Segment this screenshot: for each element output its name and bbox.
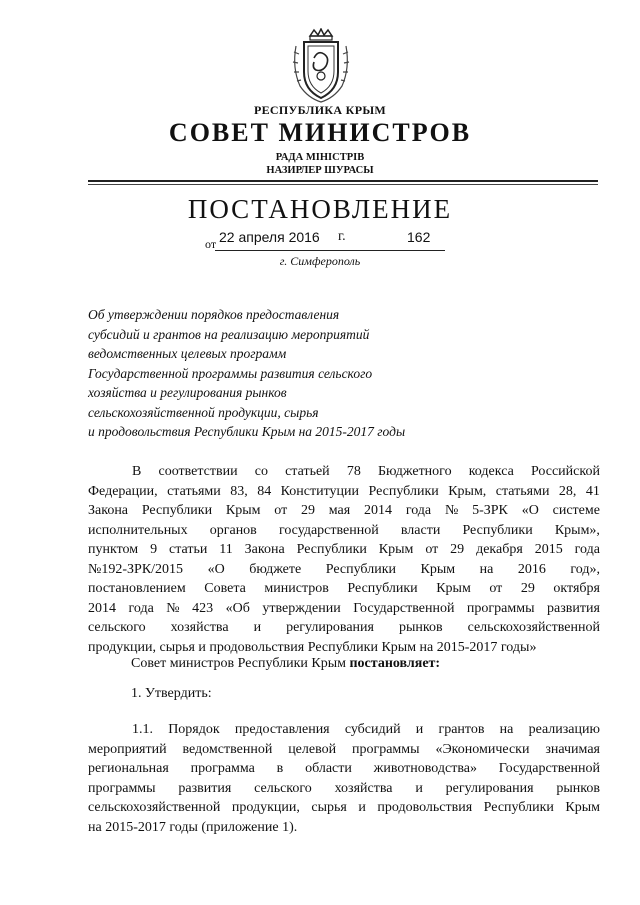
word: 1.1. [132,722,153,737]
word: статьей [285,464,330,479]
word: исполнительных [88,522,188,538]
word: и [358,800,366,815]
resolve-text: Совет министров Республики Крым [131,656,350,671]
council-name-ukrainian: РАДА МІНІСТРІВ [275,152,365,163]
word: 84 [257,483,272,499]
word: года [128,600,154,616]
word: 2015 [534,542,563,557]
word: мая [328,503,351,518]
word: продовольствия [377,800,473,815]
subject-line: ведомственных целевых программ [88,346,287,361]
word: Республики [368,483,439,499]
word: 29 [450,542,465,557]
word: программы [351,741,420,757]
word: программа [190,761,255,776]
clause-line [88,759,600,779]
word: в [276,761,284,776]
subject-line: хозяйства и регулирования рынков [88,385,287,400]
word: Российской [530,464,600,479]
word: мероприятий [88,741,167,757]
word: Крым, [448,483,487,499]
word: 28, [558,483,577,499]
word: Закона [244,542,285,557]
word: области [305,761,352,776]
word: 83, [230,483,248,499]
word: кодекса [468,464,514,479]
word: соответствии [158,464,238,479]
word: и [253,620,262,635]
word: государственной [278,522,379,538]
word: бюджете [249,561,302,577]
word: 29 [301,503,315,518]
word: программы [88,780,156,796]
word: 2016 [517,561,546,577]
clause-line [88,779,600,799]
word: продукции, [231,800,300,815]
word: хозяйства [170,620,229,635]
word: развития [546,600,600,616]
word: 5-ЗРК [472,503,508,518]
word: утверждении [262,600,341,616]
word: Республики [462,522,533,538]
word: года [574,542,600,557]
word: системе [552,503,600,518]
date-prefix: от [205,237,217,251]
word: В [132,464,142,479]
word: регулирования [445,780,534,796]
date-underline [215,250,445,251]
word: реализацию [528,722,600,737]
word: власти [400,522,441,538]
word: ведомственной [182,741,273,757]
word: субсидий [344,722,401,737]
word: Республики [141,503,213,518]
word: регулирования [286,620,374,635]
word: Республики [296,542,367,557]
word: предоставления [234,722,330,737]
clause-line [88,740,600,760]
word: грантов [438,722,485,737]
word: от [274,503,288,518]
decree-date: 22 апреля 2016 [219,229,320,245]
word: от [489,581,503,596]
decree-date-number-row [205,229,445,253]
word: развития [178,780,232,796]
word: целевой [288,741,337,757]
word: статьями [167,483,221,499]
word: хозяйства [334,780,393,796]
clause-line: на 2015-2017 годы (приложение 1). [88,819,298,835]
resolve-keyword: постановляет: [349,656,441,671]
word: 2014 [88,600,116,616]
word: «О [521,503,539,518]
word: 11 [219,542,233,557]
word: год», [570,561,600,577]
word: декабря [476,542,523,557]
word: Государственной [353,600,455,616]
word: Крым [225,503,261,518]
word: программы [466,600,535,616]
clause-line [88,720,600,740]
word: сырья [311,800,347,815]
word: животноводства» [373,761,477,776]
council-of-ministers-title: СОВЕТ МИНИСТРОВ [168,118,472,147]
republic-name: РЕСПУБЛИКА КРЫМ [253,103,387,117]
word: 423 [192,600,214,616]
preamble-line [88,482,600,502]
word: сельскохозяйственной [467,620,600,635]
preamble-line [88,618,600,638]
subject-line: Об утверждении порядков предоставления [88,307,340,322]
word: 2014 [364,503,393,518]
header-divider-thin [88,184,598,185]
word: года [405,503,432,518]
subject-line: и продовольствия Республики Крым на 2015-2017 годы [88,424,406,439]
word: от [425,542,439,557]
word: Конституции [280,483,360,499]
word: 41 [585,483,600,499]
subject-line: Государственной программы развития сельского [88,365,373,381]
word: и [415,780,423,796]
word: Совета [204,581,246,596]
word: Федерации, [88,483,158,499]
subject-line: субсидий и грантов на реализацию мероприятий [88,326,370,342]
word: Крым [565,800,600,815]
decree-title: ПОСТАНОВЛЕНИЕ [187,194,453,224]
word: «Об [225,600,250,616]
word: Республики [483,800,554,815]
word: №192-ЗРК/2015 [88,561,184,577]
word: постановлением [88,581,186,596]
word: значимая [545,741,600,757]
preamble-line: продукции, сырья и продовольствия Республики Крым на 2015-2017 годы» [88,639,537,655]
word: органов [209,522,257,538]
word: сельскохозяйственной [88,800,221,815]
word: 78 [346,464,361,479]
clause-1-1-paragraph [88,720,600,837]
preamble-line [88,599,600,619]
preamble-line [88,579,600,599]
word: «О [207,561,225,577]
word: рынков [398,620,443,635]
word: Республики [325,561,396,577]
word: Крым», [554,522,600,538]
header-divider [88,180,598,182]
word: Бюджетного [377,464,452,479]
subject-line: сельскохозяйственной продукции, сырья [88,404,319,420]
word: Крым [436,581,471,596]
preamble-line [88,521,600,541]
word: министров [264,581,329,596]
word: и [415,722,424,737]
preamble-line [88,540,600,560]
word: сельского [88,620,146,635]
year-suffix: г. [338,229,346,244]
preamble-line [88,501,600,521]
word: статьями [495,483,550,499]
decree-subject [88,305,478,442]
word: 29 [520,581,535,596]
word: пунктом [88,542,139,557]
approve-clause: 1. Утвердить: [131,686,212,701]
decree-city: г. Симферополь [279,254,361,268]
word: Государственной [498,761,600,776]
clause-line [88,798,600,818]
word: Порядок [168,722,220,737]
word: 9 [150,542,158,557]
word: Закона [88,503,129,518]
word: на [479,561,494,577]
word: Крым [420,561,456,577]
word: со [254,464,268,479]
preamble-paragraph [88,462,600,657]
word: октября [553,581,600,596]
word: Республики [347,581,418,596]
word: региональная [88,761,169,776]
council-name-crimean-tatar: НАЗИРЛЕР ШУРАСЫ [266,165,374,176]
word: сельского [254,780,312,796]
word: № [444,503,459,518]
word: рынков [556,780,600,796]
word: № [166,600,180,616]
resolve-clause [131,656,440,672]
preamble-line [88,560,600,580]
word: статьи [168,542,208,557]
preamble-line [88,462,600,482]
word: Крым [378,542,414,557]
word: на [499,722,514,737]
word: «Экономически [435,741,530,757]
decree-number: 162 [407,229,431,245]
crimea-coat-of-arms-icon [290,28,352,104]
